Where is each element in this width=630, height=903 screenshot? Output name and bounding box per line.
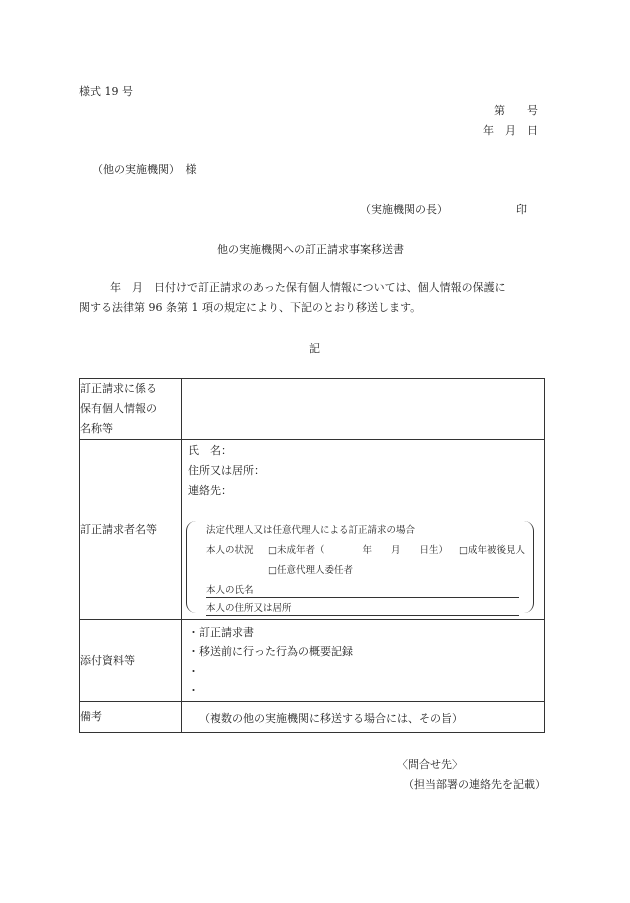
row2-label-text: 訂正請求者名等 xyxy=(80,522,157,536)
voluntary-agent-checkbox[interactable]: □任意代理人委任者 xyxy=(268,565,353,576)
remarks-text: （複数の他の実施機関に移送する場合には、その旨） xyxy=(199,712,463,725)
document-title: 他の実施機関への訂正請求事案移送書 xyxy=(217,243,404,256)
row1-label-line1: 訂正請求に係る xyxy=(80,382,157,395)
form-number: 様式 19 号 xyxy=(79,85,133,98)
principal-name-line[interactable] xyxy=(206,597,519,598)
seal-mark: 印 xyxy=(516,203,527,216)
principal-address-label: 本人の住所又は居所 xyxy=(206,603,292,614)
row3-label-text: 添付資料等 xyxy=(80,653,135,667)
contact-label: 〈問合せ先〉 xyxy=(397,758,463,771)
attachment-item-2: ・移送前に行った行為の概要記録 xyxy=(188,645,353,658)
row1-label xyxy=(80,379,182,440)
row1-label-line3: 名称等 xyxy=(80,422,113,435)
document-date: 年 月 日 xyxy=(483,124,538,137)
attachment-item-3: ・ xyxy=(188,665,199,678)
contact-field-label: 連絡先： xyxy=(188,484,232,497)
row1-value[interactable] xyxy=(182,379,545,440)
ki-label: 記 xyxy=(309,342,320,355)
sender-title: （実施機関の長） xyxy=(360,203,448,216)
address-field-label: 住所又は居所： xyxy=(188,464,265,477)
contact-note: （担当部署の連絡先を記載） xyxy=(403,778,546,791)
row4-label-text: 備考 xyxy=(80,710,102,723)
document-number: 第 号 xyxy=(494,104,538,117)
row1-label-line2: 保有個人情報の xyxy=(80,402,157,415)
body-line-1: 年 月 日付けで訂正請求のあった保有個人情報については、個人情報の保護に xyxy=(88,281,506,294)
row2-label xyxy=(80,440,182,620)
principal-status-label: 本人の状況 xyxy=(206,545,254,556)
name-field-label: 氏 名： xyxy=(188,444,232,457)
row4-label xyxy=(80,702,182,733)
body-line-2: 関する法律第 96 条第 1 項の規定により、下記のとおり移送します。 xyxy=(79,301,422,314)
row3-label xyxy=(80,620,182,702)
principal-address-line[interactable] xyxy=(206,615,519,616)
minor-checkbox[interactable]: □未成年者（ 年 月 日生） xyxy=(268,545,448,556)
attachment-item-1: ・訂正請求書 xyxy=(188,626,254,639)
principal-name-label: 本人の氏名 xyxy=(206,585,254,596)
addressee: （他の実施機関） 様 xyxy=(92,163,197,176)
adult-guardian-checkbox[interactable]: □成年被後見人 xyxy=(459,545,525,556)
rep-box-heading: 法定代理人又は任意代理人による訂正請求の場合 xyxy=(206,525,416,536)
attachment-item-4: ・ xyxy=(188,684,199,697)
